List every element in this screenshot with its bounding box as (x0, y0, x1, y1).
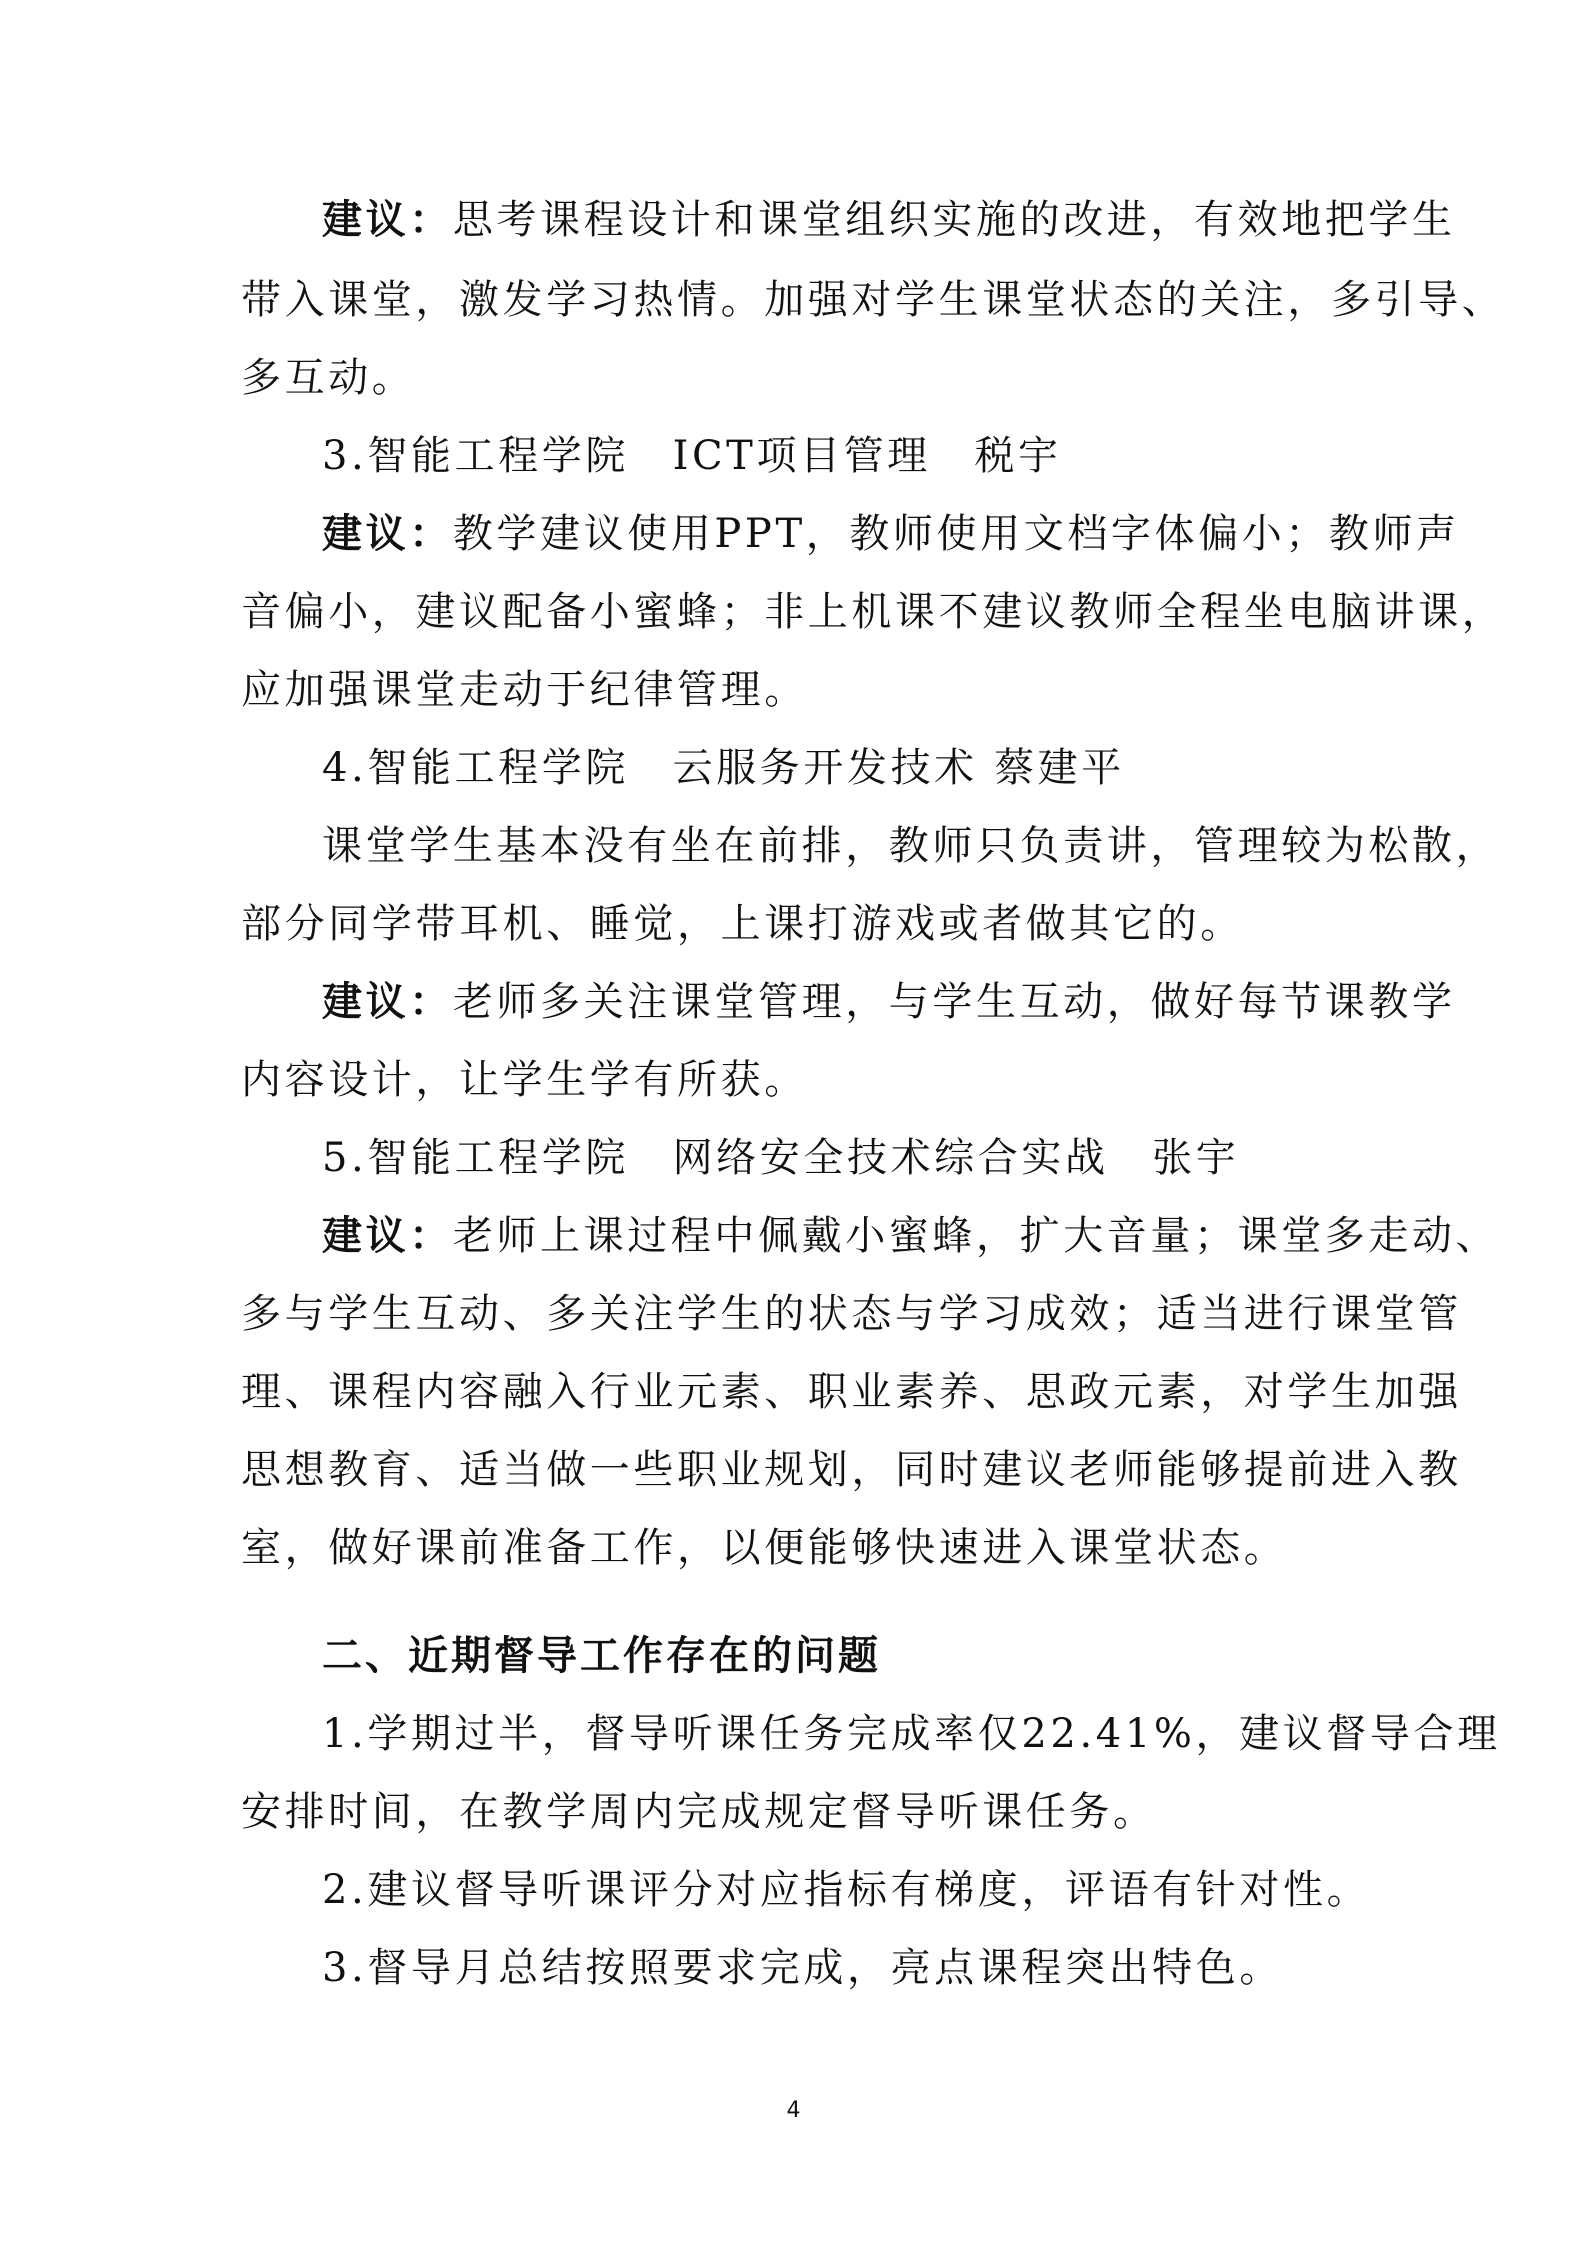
section-heading: 二、近期督导工作存在的问题 (322, 1633, 881, 1679)
suggestion-label: 建议： (322, 978, 453, 1025)
suggestion-label: 建议： (322, 1212, 453, 1259)
suggestion-line (322, 978, 1456, 1026)
suggestion-line (322, 510, 1460, 558)
paragraph-line: 理、课程内容融入行业元素、职业素养、思政元素，对学生加强 (241, 1369, 1462, 1415)
item-title: 4.智能工程学院 云服务开发技术 蔡建平 (322, 745, 1125, 791)
paragraph-line: 1.学期过半，督导听课任务完成率仅22.41%，建议督导合理 (322, 1711, 1501, 1757)
paragraph-line: 内容设计，让学生学有所获。 (241, 1057, 808, 1103)
paragraph-line: 应加强课堂走动于纪律管理。 (241, 667, 808, 713)
paragraph-line: 2.建议督导听课评分对应指标有梯度，评语有针对性。 (322, 1867, 1371, 1913)
suggestion-line (322, 196, 1456, 244)
paragraph-line: 音偏小，建议配备小蜜蜂；非上机课不建议教师全程坐电脑讲课， (241, 589, 1506, 635)
paragraph-line: 多互动。 (241, 355, 416, 401)
suggestion-text: 教学建议使用PPT，教师使用文档字体偏小；教师声 (452, 511, 1460, 557)
paragraph-line: 室，做好课前准备工作，以便能够快速进入课堂状态。 (241, 1525, 1288, 1571)
item-title: 3.智能工程学院 ICT项目管理 税宇 (322, 433, 1062, 479)
paragraph-line: 安排时间，在教学周内完成规定督导听课任务。 (241, 1789, 1157, 1835)
item-title: 5.智能工程学院 网络安全技术综合实战 张宇 (322, 1135, 1240, 1181)
suggestion-text: 老师多关注课堂管理，与学生互动，做好每节课教学 (452, 979, 1456, 1025)
paragraph-line: 多与学生互动、多关注学生的状态与学习成效；适当进行课堂管 (241, 1291, 1462, 1337)
page-number: 4 (786, 2098, 801, 2123)
paragraph-line: 课堂学生基本没有坐在前排，教师只负责讲，管理较为松散， (322, 823, 1500, 869)
paragraph-line: 带入课堂，激发学习热情。加强对学生课堂状态的关注，多引导、 (241, 277, 1506, 323)
suggestion-label: 建议： (322, 196, 453, 243)
paragraph-line: 部分同学带耳机、睡觉，上课打游戏或者做其它的。 (241, 901, 1244, 947)
suggestion-line (322, 1212, 1499, 1260)
suggestion-text: 老师上课过程中佩戴小蜜蜂，扩大音量；课堂多走动、 (452, 1213, 1500, 1259)
suggestion-text: 思考课程设计和课堂组织实施的改进，有效地把学生 (452, 197, 1456, 243)
paragraph-line: 思想教育、适当做一些职业规划，同时建议老师能够提前进入教 (241, 1447, 1462, 1493)
suggestion-label: 建议： (322, 510, 453, 557)
paragraph-line: 3.督导月总结按照要求完成，亮点课程突出特色。 (322, 1945, 1283, 1991)
